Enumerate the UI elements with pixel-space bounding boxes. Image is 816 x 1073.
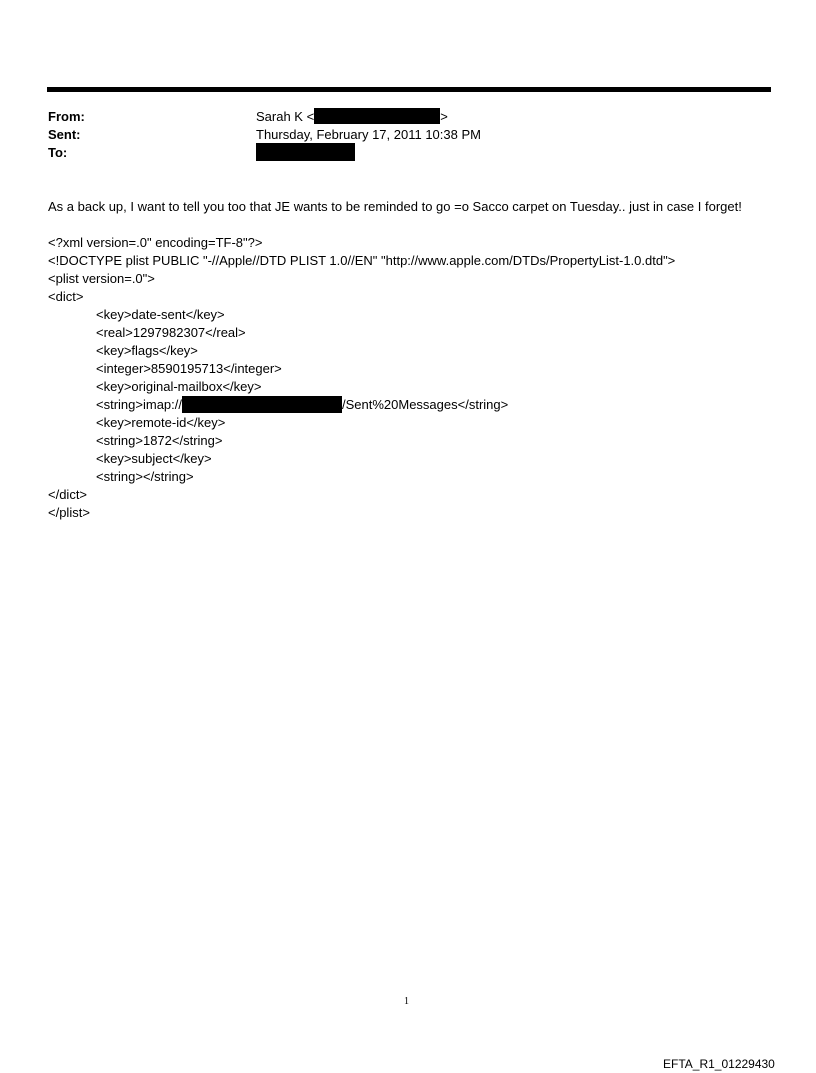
plist-entry: <key>flags</key> xyxy=(96,343,198,358)
dict-open: <dict> xyxy=(48,289,84,304)
bates-number: EFTA_R1_01229430 xyxy=(663,1057,775,1071)
mailbox-suffix: /Sent%20Messages</string> xyxy=(342,397,509,412)
plist-entry: <key>original-mailbox</key> xyxy=(96,379,262,394)
dict-close: </dict> xyxy=(48,487,88,502)
plist-close: </plist> xyxy=(48,505,90,520)
from-close: > xyxy=(440,109,448,124)
to-label: To: xyxy=(48,145,68,160)
redaction-box xyxy=(256,143,355,161)
from-label: From: xyxy=(48,109,85,124)
doctype-line: <!DOCTYPE plist PUBLIC "-//Apple//DTD PLIST 1.0//EN" "http://www.apple.com/DTDs/PropertyList-1.0.dtd"> xyxy=(48,253,676,268)
plist-entry-mailbox xyxy=(48,396,675,414)
to-value xyxy=(256,143,355,161)
mailbox-prefix: <string>imap:// xyxy=(96,397,182,412)
plist-entry: <key>date-sent</key> xyxy=(96,307,225,322)
from-value xyxy=(256,108,448,126)
sent-value: Thursday, February 17, 2011 10:38 PM xyxy=(256,127,481,142)
redaction-box xyxy=(314,108,440,124)
header-rule xyxy=(47,87,771,92)
plist-entry: <string>1872</string> xyxy=(96,433,223,448)
from-name: Sarah K < xyxy=(256,109,315,124)
plist-entry: <key>subject</key> xyxy=(96,451,212,466)
plist-entry: <real>1297982307</real> xyxy=(96,325,246,340)
plist-entry: <integer>8590195713</integer> xyxy=(96,361,282,376)
plist-entry: <string></string> xyxy=(96,469,194,484)
sent-label: Sent: xyxy=(48,127,81,142)
xml-declaration: <?xml version=.0" encoding=TF-8"?> xyxy=(48,235,263,250)
redaction-box xyxy=(182,396,342,413)
page-number: 1 xyxy=(404,996,409,1007)
message-body: As a back up, I want to tell you too that JE wants to be reminded to go =o Sacco carpet on Tuesday.. just in case I forget! xyxy=(48,199,742,214)
plist-entry: <key>remote-id</key> xyxy=(96,415,226,430)
plist-block xyxy=(48,234,675,522)
plist-open: <plist version=.0"> xyxy=(48,271,155,286)
